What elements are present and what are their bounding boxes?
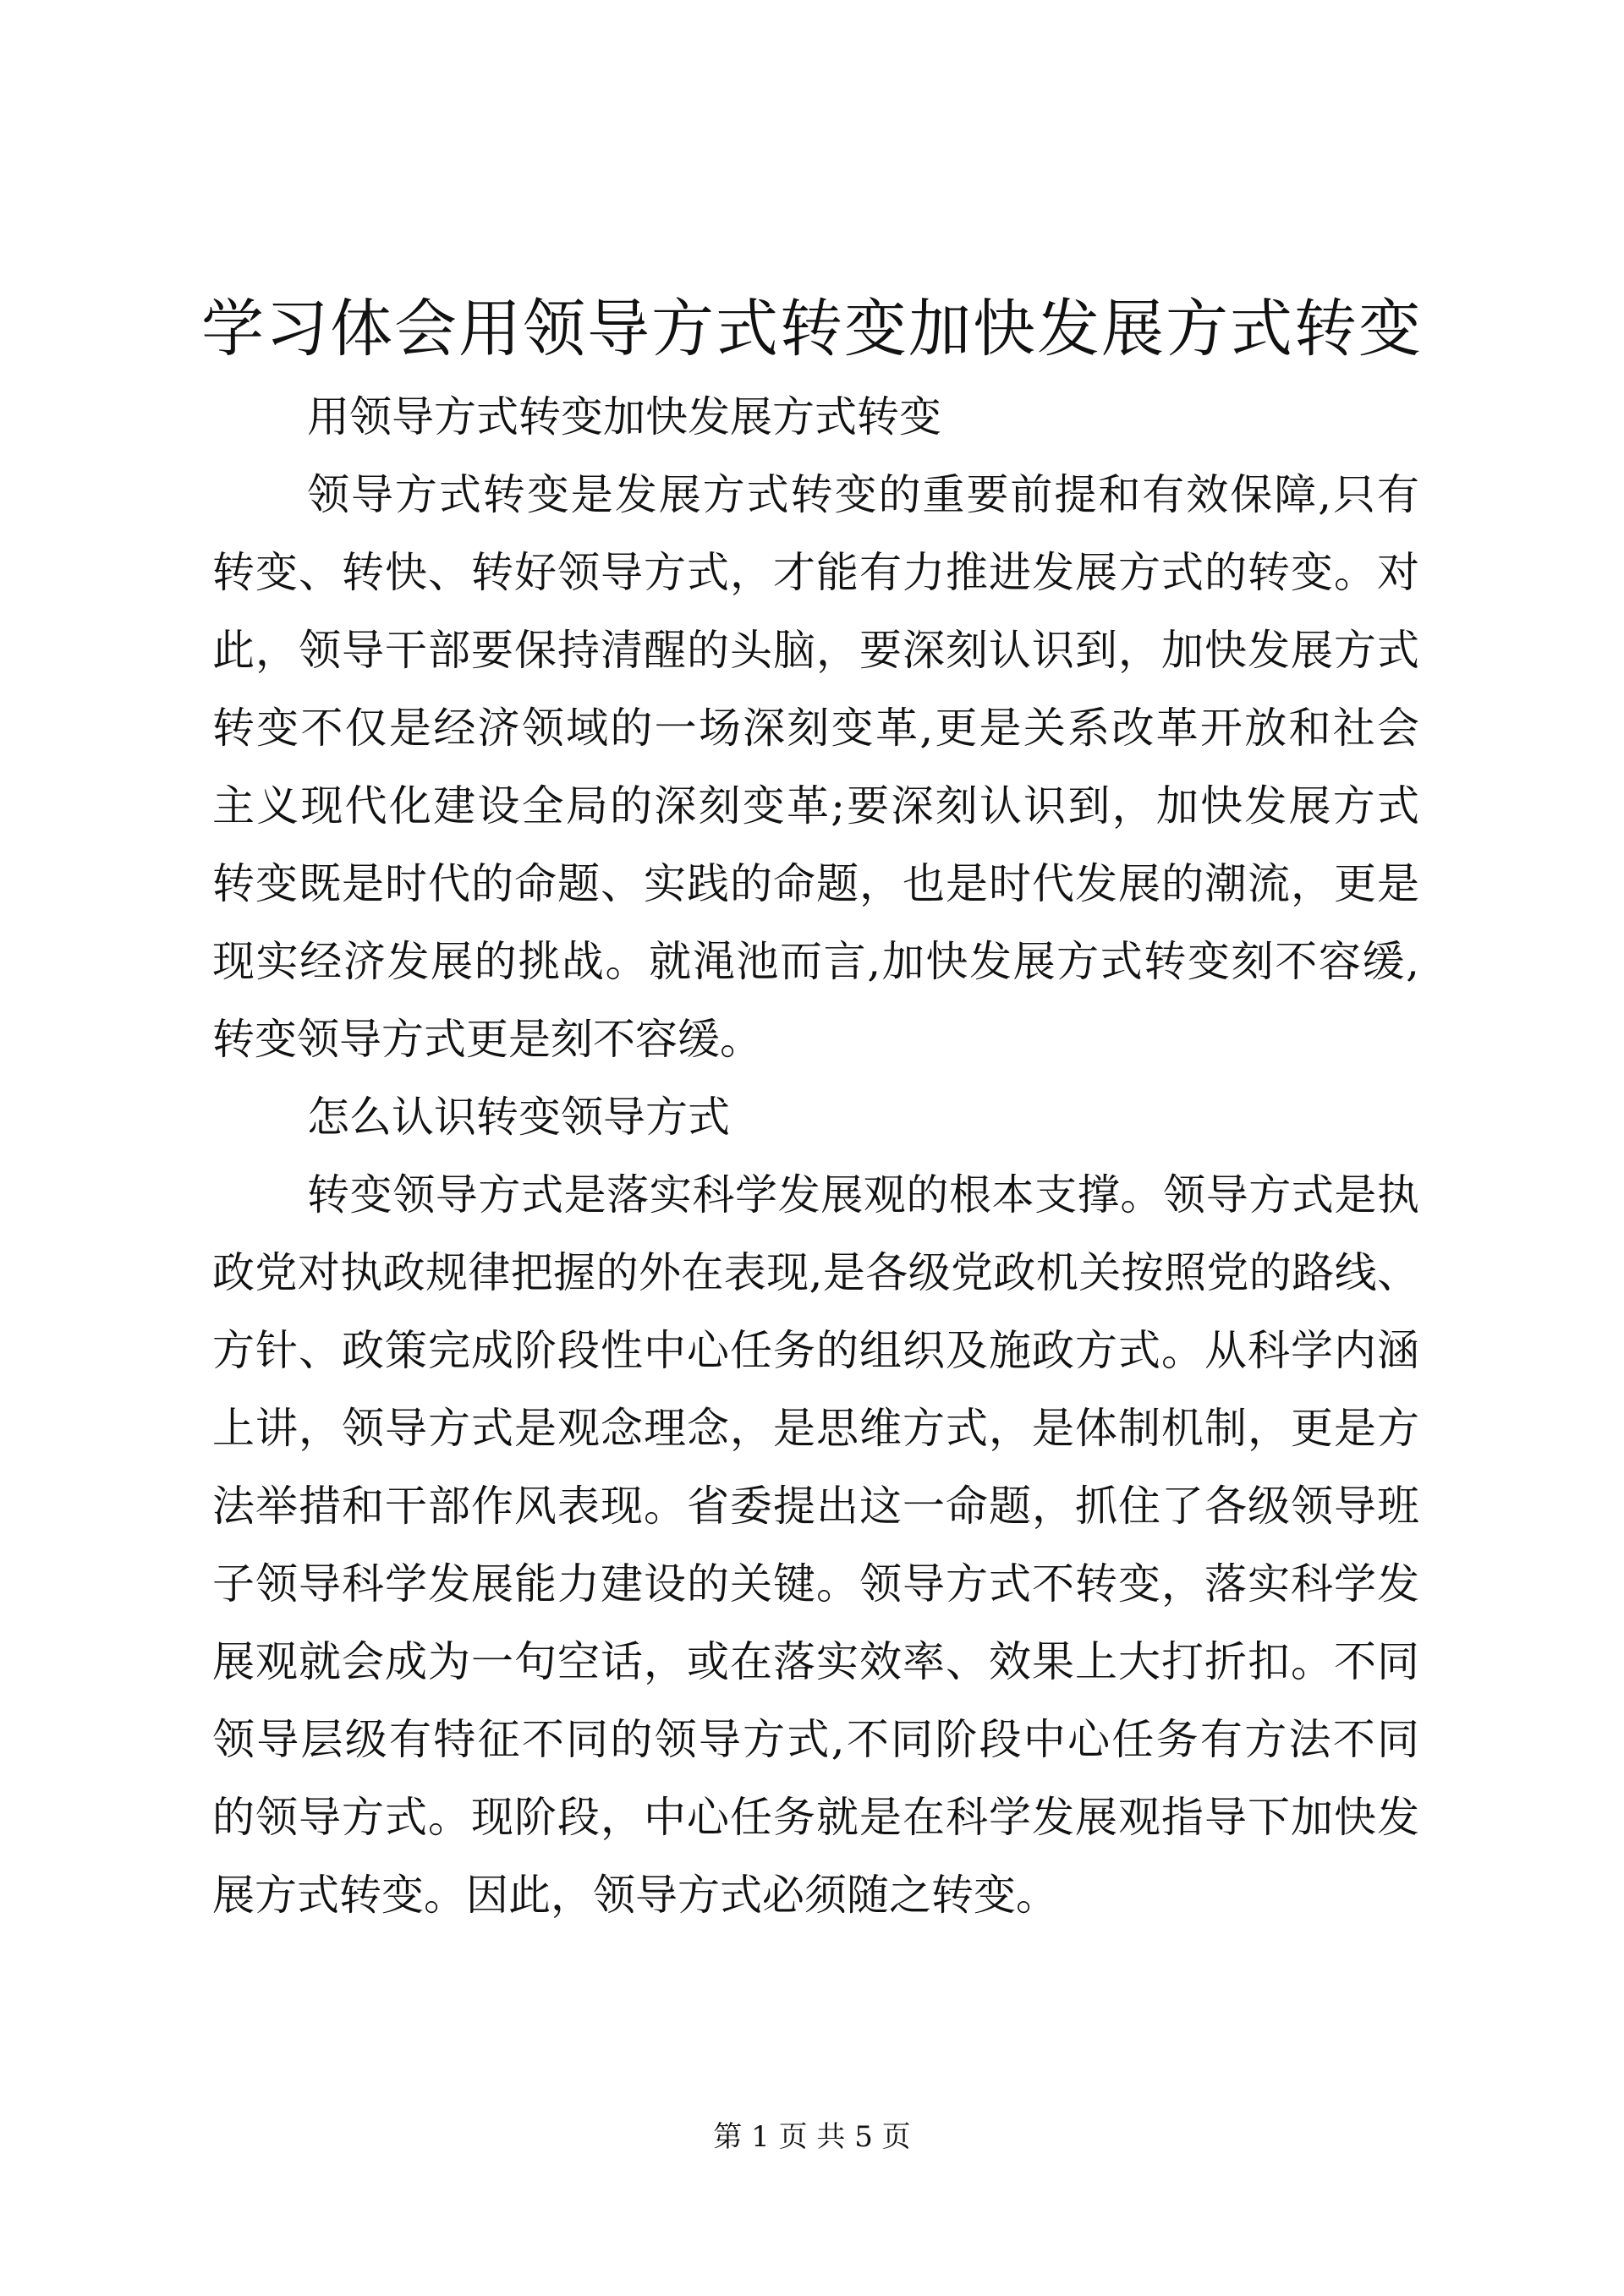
section-heading: 怎么认识转变领导方式 — [307, 1093, 730, 1142]
paragraph-2 — [212, 1156, 1419, 1934]
document-title: 学习体会用领导方式转变加快发展方式转变 — [201, 293, 1423, 365]
text-line: 现实经济发展的挑战。就渑池而言,加快发展方式转变刻不容缓, — [212, 937, 1419, 986]
paragraph-1 — [212, 456, 1419, 1078]
text-line: 转变、转快、转好领导方式，才能有力推进发展方式的转变。对 — [212, 548, 1419, 597]
subtitle: 用领导方式转变加快发展方式转变 — [307, 392, 941, 441]
text-line: 展方式转变。因此，领导方式必须随之转变。 — [212, 1871, 1058, 1920]
text-line: 转变既是时代的命题、实践的命题，也是时代发展的潮流，更是 — [212, 859, 1419, 908]
text-line: 政党对执政规律把握的外在表现,是各级党政机关按照党的路线、 — [212, 1248, 1419, 1297]
page-footer: 第 1 页 共 5 页 — [713, 2120, 911, 2154]
document-body — [212, 378, 1419, 1934]
text-line: 方针、政策完成阶段性中心任务的组织及施政方式。从科学内涵 — [212, 1326, 1419, 1375]
text-line: 法举措和干部作风表现。省委提出这一命题，抓住了各级领导班 — [212, 1482, 1419, 1531]
text-line: 领导方式转变是发展方式转变的重要前提和有效保障,只有 — [307, 470, 1419, 519]
text-line: 主义现代化建设全局的深刻变革;要深刻认识到，加快发展方式 — [212, 781, 1419, 830]
text-line: 上讲，领导方式是观念理念，是思维方式，是体制机制，更是方 — [212, 1404, 1419, 1453]
text-line: 展观就会成为一句空话，或在落实效率、效果上大打折扣。不同 — [212, 1637, 1419, 1686]
text-line: 子领导科学发展能力建设的关键。领导方式不转变，落实科学发 — [212, 1559, 1419, 1608]
text-line: 转变不仅是经济领域的一场深刻变革,更是关系改革开放和社会 — [212, 704, 1419, 753]
text-line: 转变领导方式是落实科学发展观的根本支撑。领导方式是执 — [307, 1170, 1419, 1219]
text-line: 领导层级有特征不同的领导方式,不同阶段中心任务有方法不同 — [212, 1715, 1419, 1764]
text-line: 的领导方式。现阶段，中心任务就是在科学发展观指导下加快发 — [212, 1793, 1419, 1842]
text-line: 此，领导干部要保持清醒的头脑，要深刻认识到，加快发展方式 — [212, 626, 1419, 675]
text-line: 转变领导方式更是刻不容缓。 — [212, 1015, 762, 1064]
